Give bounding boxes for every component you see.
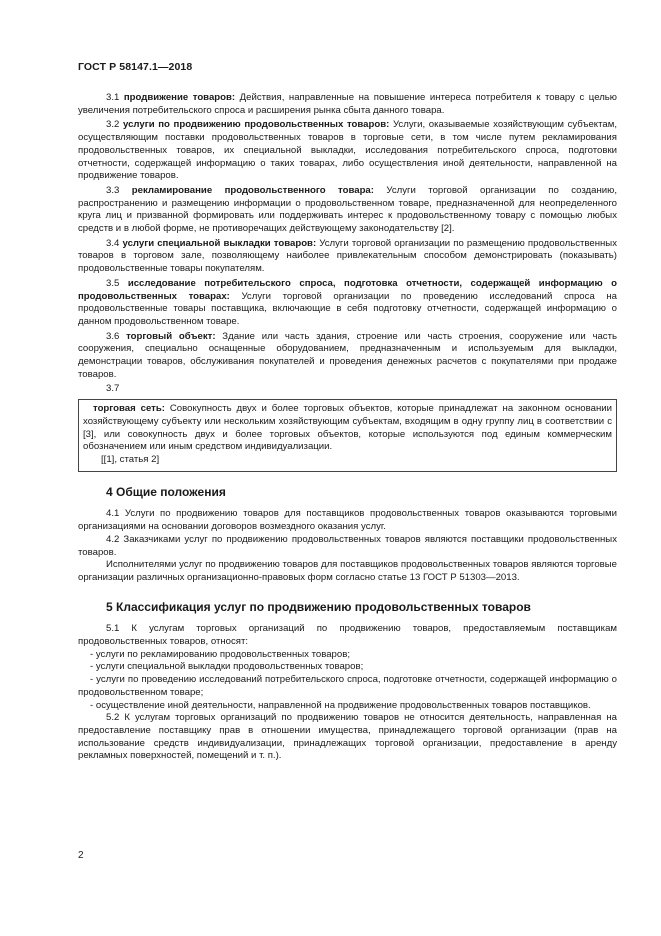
list-item: - услуги по проведению исследований потребительского спроса, подготовке отчетности, содержащей информацию о продовольственном товаре;	[78, 674, 617, 698]
term-3-2: 3.2 услуги по продвижению продовольственных товаров: Услуги, оказываемые хозяйствующим субъектам, осуществляющим поставки продовольственных товаров в торговые сети, в том числе путем рекламирования продовольственных товаров, их специальной выкладки, исследования потребительского спроса, подготовки отчетности, содержащей информацию о таких товарах, либо осуществления иной деятельности, направленной на продвижение товаров.	[78, 119, 617, 182]
term-3-7-number: 3.7	[106, 383, 120, 395]
term-3-3: 3.3 рекламирование продовольственного товара: Услуги торговой организации по созданию, распространению и размещению информации о продовольственном товаре, предназначенной для неопределенного круга лиц и призванной формировать или поддерживать интерес к продовольственному товару с помощью любых средств и в любой форме, не противоречащих действующему законодательству [2].	[78, 184, 618, 235]
list-item: - услуги специальной выкладки продовольственных товаров;	[90, 661, 364, 673]
document-header: ГОСТ Р 58147.1—2018	[78, 61, 193, 73]
term-3-4: 3.4 услуги специальной выкладки товаров: Услуги торговой организации по размещению продовольственных товаров в торговом зале, позволяющему наиболее привлекательным способом демонстрировать (показывать) продовольственные товары покупателям.	[78, 237, 618, 275]
para-5-2: 5.2 К услугам торговых организаций по продвижению товаров не относится деятельность, направленная на предоставление поставщику прав в отношении имущества, принадлежащего торговой организации (прав на использование средств индивидуализации, принадлежащих торговой организации, предоставление в аренду рекламных поверхностей, помещений и т. п.).	[78, 712, 617, 762]
para-4-1: 4.1 Услуги по продвижению товаров для поставщиков продовольственных товаров оказываются торговыми организациями на основании договоров возмездного оказания услуг.	[78, 508, 617, 533]
term-3-7-reference: [[1], статья 2]	[101, 453, 160, 465]
section-5-title: 5 Классификация услуг по продвижению продовольственных товаров	[106, 599, 531, 614]
term-3-7-box	[78, 399, 617, 472]
term-3-5: 3.5 исследование потребительского спроса, подготовка отчетности, содержащей информацию о продовольственных товарах: Услуги торговой организации по проведению исследований спроса на продовольственные товары поставщика, включающие в себя подготовку отчетности, содержащей информацию о данном продовольственном товаре.	[78, 277, 618, 327]
para-4-2: 4.2 Заказчиками услуг по продвижению продовольственных товаров являются поставщики продовольственных товаров.	[78, 533, 617, 558]
term-3-7-definition: торговая сеть: Совокупность двух и более торговых объектов, которые принадлежат на законном основании хозяйствующему субъекту или нескольким хозяйствующим субъектам, входящим в одну группу лиц в соответствии с [3], или совокупность двух и более торговых объектов, которые используются под единым коммерческим обозначением или иным средством индивидуализации.	[83, 403, 612, 453]
page-number: 2	[78, 850, 84, 861]
para-4-3: Исполнителями услуг по продвижению товаров для поставщиков продовольственных товаров являются торговые организации различных организационно-правовых форм согласно статье 13 ГОСТ Р 51303—2013.	[78, 559, 617, 583]
para-5-1: 5.1 К услугам торговых организаций по продвижению товаров, предоставляемым поставщикам продовольственных товаров, относят:	[78, 623, 617, 648]
term-3-1: 3.1 продвижение товаров: Действия, направленные на повышение интереса потребителя к товару с целью увеличения потребительского спроса и расширения рынка сбыта данного товара.	[78, 92, 617, 116]
page-content	[78, 92, 617, 763]
term-3-6: 3.6 торговый объект: Здание или часть здания, строение или часть строения, сооружение или часть сооружения, специально оснащенные оборудованием, предназначенным и используемым для выкладки, демонстрации товаров, обслуживания покупателей и проведения денежных расчетов с покупателями при продаже товаров.	[78, 330, 617, 380]
list-item: - осуществление иной деятельности, направленной на продвижение продовольственных товаров поставщиков.	[90, 699, 591, 711]
section-4-title: 4 Общие положения	[106, 484, 226, 499]
list-item: - услуги по рекламированию продовольственных товаров;	[90, 648, 350, 660]
